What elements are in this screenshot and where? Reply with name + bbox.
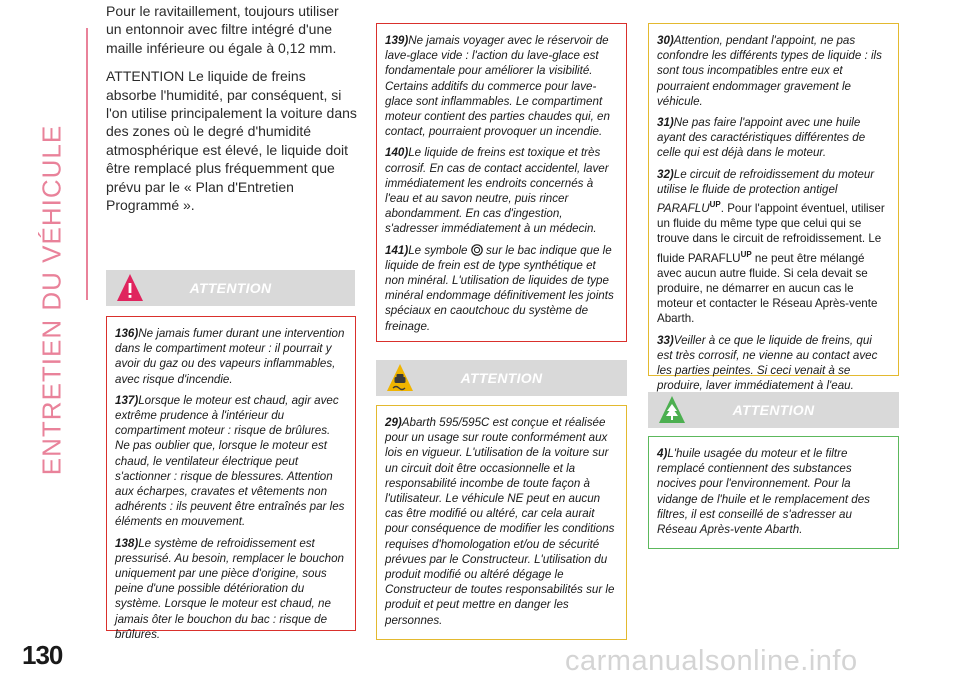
warning-box-139-141 bbox=[376, 23, 627, 342]
item-text: Veiller à ce que le liquide de freins, qui est très corrosif, ne vienne au contact avec les parties peintes. Si ceci venait à se produire, laver immédiatement à l'eau. bbox=[657, 333, 878, 393]
environment-item bbox=[657, 446, 890, 537]
caution-box-30-33 bbox=[648, 23, 899, 393]
item-text-plain: ne peut être mélangé avec aucun autre fluide. Si cela devait se produire, ne démarrer en aucun cas le moteur et contacter le Réseau Après-vente Abarth. bbox=[657, 251, 878, 326]
item-text: L'huile usagée du moteur et le filtre remplacé contiennent des substances nocives pour l'environnement. Pour la vidange de l'huile et le remplacement des filtres, il est conseillé de s'adresser au Réseau Après-vente Abarth. bbox=[657, 447, 870, 537]
item-number: 29) bbox=[385, 416, 402, 429]
item-text: Le liquide de freins est toxique et très corrosif. En cas de contact accidentel, laver immédiatement les endroits concernés à l'eau et au savon neutre, puis rincer abondamment. En cas d'ingestion, s'adresser immédiatement à un médecin. bbox=[385, 146, 609, 236]
warning-item bbox=[385, 33, 618, 139]
column-1-text bbox=[106, 2, 358, 224]
caution-item bbox=[657, 33, 890, 109]
item-text: Ne jamais fumer durant une intervention dans le compartiment moteur : il pourrait y avoir du gaz ou des vapeurs inflammables, avec risque d'incendie. bbox=[115, 327, 345, 386]
caution-box-29 bbox=[376, 405, 627, 640]
attention-header-environment bbox=[648, 392, 899, 428]
item-number: 30) bbox=[657, 34, 674, 47]
caution-item bbox=[657, 333, 890, 394]
item-number: 138) bbox=[115, 536, 139, 550]
item-number: 141) bbox=[385, 243, 409, 257]
item-text: Abarth 595/595C est conçue et réalisée pour un usage sur route conformément aux lois en vigueur. L'utilisation de la voiture sur un circuit doit être occasionnelle et la responsabilité incombe de toute façon à l'utilisateur. Le véhicule NE peut en aucun cas être modifié ou altéré, car cela aurait pour conséquence de modifier les conditions requises d'homologation et/ou de sécurité prévues par le Constructeur. L'utilisation du produit modifié ou altéré dégage le Constructeur de toutes responsabilités sur le produit et peut mettre en danger les personnes. bbox=[385, 416, 615, 627]
brake-fluid-paragraph: ATTENTION Le liquide de freins absorbe l'humidité, par conséquent, si l'on utilise principalement la voiture dans des zones où le degré d'humidité atmosphérique est élevé, le liquide doit être remplacé plus fréquemment que prévu par le « Plan d'Entretien Programmé ». bbox=[106, 68, 357, 214]
item-number: 4) bbox=[657, 447, 668, 460]
item-number: 137) bbox=[115, 393, 139, 407]
item-number: 31) bbox=[657, 116, 674, 130]
attention-header-danger bbox=[106, 270, 355, 306]
item-text-plain: . Pour l'appoint éventuel, utiliser un fluide du même type que celui qui se trouve dans le circuit de refroidissement. Le fluide PARAFLU bbox=[657, 202, 885, 265]
section-rule bbox=[86, 28, 88, 300]
item-number: 139) bbox=[385, 34, 409, 47]
page-number: 130 bbox=[22, 640, 63, 670]
item-text: Le circuit de refroidissement du moteur utilise le fluide de protection antigel PARAFLU bbox=[657, 167, 875, 216]
warning-item bbox=[385, 243, 618, 334]
environment-box-4 bbox=[648, 436, 899, 549]
item-text: Le système de refroidissement est pressurisé. Au besoin, remplacer le bouchon uniquement par une pièce d'origine, sous peine d'une possible détérioration du système. Lorsque le moteur est chaud, ne jamais ôter le bouchon du bac : risque de brûlures. bbox=[115, 536, 344, 641]
item-text-before: Le symbole bbox=[408, 243, 468, 257]
section-title: ENTRETIEN DU VÉHICULE bbox=[36, 124, 67, 476]
attention-header-caution bbox=[376, 360, 627, 396]
item-number: 32) bbox=[657, 167, 674, 181]
item-text: Ne pas faire l'appoint avec une huile ayant des caractéristiques différentes de celle qui est déjà dans le moteur. bbox=[657, 116, 866, 160]
item-number: 33) bbox=[657, 333, 674, 347]
attention-label: ATTENTION bbox=[189, 280, 272, 296]
item-number: 136) bbox=[115, 327, 139, 340]
superscript: UP bbox=[709, 200, 721, 210]
item-text: Lorsque le moteur est chaud, agir avec extrême prudence à l'intérieur du compartiment moteur : risque de brûlures. Ne pas oublier que, lorsque le moteur est chaud, le ventilateur électrique peut s'actionner : risque de blessures. Attention aux écharpes, cravates et vêtements non adhérents : ils peuvent être entraînés par les éléments en mouvement. bbox=[115, 393, 345, 529]
superscript: UP bbox=[740, 249, 752, 259]
caution-item bbox=[385, 415, 618, 628]
warning-item bbox=[115, 393, 347, 530]
warning-box-136-138 bbox=[106, 316, 356, 641]
attention-label: ATTENTION bbox=[732, 402, 815, 418]
warning-item bbox=[385, 145, 618, 236]
item-number: 140) bbox=[385, 146, 409, 160]
item-text-after: sur le bac indique que le liquide de frein est de type synthétique et non minéral. L'utilisation de liquides de type minéral endommage définitivement les joints spéciaux en caoutchouc du système de freinage. bbox=[385, 243, 614, 333]
warning-item bbox=[115, 536, 347, 642]
brake-fluid-symbol-icon bbox=[471, 244, 483, 256]
item-text: Attention, pendant l'appoint, ne pas confondre les différents types de liquide : ils sont tous incompatibles entre eux et pourraient endommager gravement le véhicule. bbox=[657, 34, 882, 108]
watermark: carmanualsonline.info bbox=[565, 645, 858, 677]
item-text: Ne jamais voyager avec le réservoir de lave-glace vide : l'action du lave-glace est fondamentale pour améliorer la visibilité. Certains additifs du commerce pour lave-glace sont inflammables. Le compartiment moteur contient des parties chaudes qui, en contact, pourraient provoquer un incendie. bbox=[385, 34, 610, 139]
warning-item bbox=[115, 326, 347, 387]
attention-label: ATTENTION bbox=[460, 370, 543, 386]
caution-item bbox=[657, 167, 890, 327]
refuel-paragraph: Pour le ravitaillement, toujours utiliser un entonnoir avec filtre intégré d'une maille inférieure ou égale à 0,12 mm. bbox=[106, 3, 339, 56]
caution-item bbox=[657, 115, 890, 161]
